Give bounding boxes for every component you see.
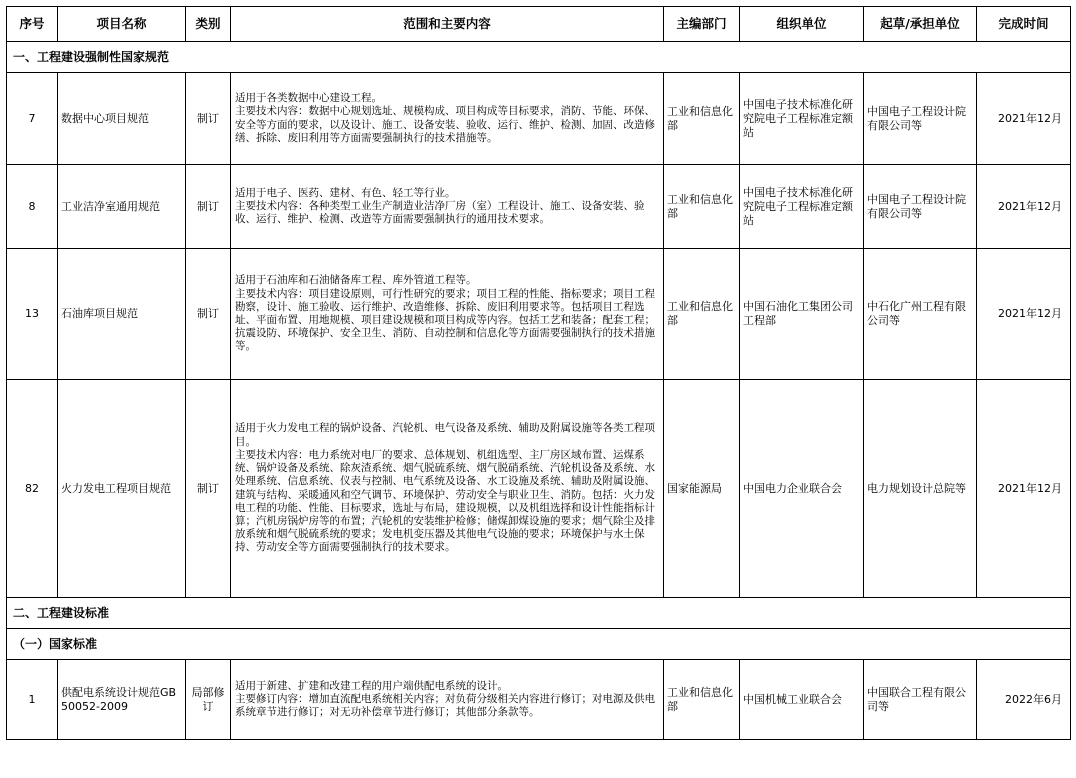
- section-row: [7, 598, 1071, 629]
- cell-scope: 适用于新建、扩建和改建工程的用户端供配电系统的设计。 主要修订内容：增加直流配电系统相关内容；对负荷分级相关内容进行修订；对电源及供电系统章节进行修订；对无功补偿章节进行修订；其他部分条款等。: [231, 660, 664, 740]
- header-no: 序号: [7, 7, 58, 42]
- header-drafter: 起草/承担单位: [864, 7, 977, 42]
- table-row: [7, 249, 1071, 380]
- cell-org: 中国电力企业联合会: [740, 380, 864, 598]
- cell-no: 8: [7, 165, 58, 249]
- cell-no: 82: [7, 380, 58, 598]
- table-row: [7, 380, 1071, 598]
- cell-no: 7: [7, 73, 58, 165]
- cell-time: 2021年12月: [977, 73, 1071, 165]
- cell-name: 石油库项目规范: [58, 249, 186, 380]
- cell-dept: 国家能源局: [664, 380, 740, 598]
- cell-scope: 适用于电子、医药、建材、有色、轻工等行业。 主要技术内容：各种类型工业生产制造业洁净厂房（室）工程设计、施工、设备安装、验收、运行、维护、检测、改造等方面需要强制执行的通用技术要求。: [231, 165, 664, 249]
- cell-org: 中国电子技术标准化研究院电子工程标准定额站: [740, 165, 864, 249]
- cell-org: 中国石油化工集团公司工程部: [740, 249, 864, 380]
- cell-name: 火力发电工程项目规范: [58, 380, 186, 598]
- table-row: [7, 165, 1071, 249]
- cell-type: 制订: [186, 165, 231, 249]
- header-name: 项目名称: [58, 7, 186, 42]
- cell-time: 2022年6月: [977, 660, 1071, 740]
- cell-type: 制订: [186, 73, 231, 165]
- header-type: 类别: [186, 7, 231, 42]
- cell-dept: 工业和信息化部: [664, 73, 740, 165]
- cell-name: 供配电系统设计规范GB50052-2009: [58, 660, 186, 740]
- table-row: [7, 660, 1071, 740]
- cell-org: 中国机械工业联合会: [740, 660, 864, 740]
- table-row: [7, 73, 1071, 165]
- cell-scope: 适用于石油库和石油储备库工程、库外管道工程等。 主要技术内容：项目建设原则，可行性研究的要求；项目工程的性能、指标要求；项目工程勘察，设计、施工验收、运行维护、改造维修、拆除、废旧利用要求等。包括项目工程选址、平面布置、用地规模、项目建设规模和项目构成等内容。包括工艺和装备；配套工程；抗震设防、环境保护、安全卫生、消防、自动控制和信息化等方面需要强制执行的技术措施等。: [231, 249, 664, 380]
- header-row: [7, 7, 1071, 42]
- cell-dept: 工业和信息化部: [664, 249, 740, 380]
- cell-scope: 适用于火力发电工程的锅炉设备、汽轮机、电气设备及系统、辅助及附属设施等各类工程项目。 主要技术内容：电力系统对电厂的要求、总体规划、机组选型、主厂房区域布置、运煤系统、锅炉设备及系统、除灰渣系统、烟气脱硫系统、烟气脱硝系统、汽轮机设备及系统、水处理系统、信息系统、仪表与控制、电气系统及设备、水工设施及系统、辅助及附属设施、建筑与结构、采暖通风和空气调节、环境保护、劳动安全与职业卫生、消防。包括：火力发电工程的功能、性能、目标要求，选址与布局，建设规模，以及机组选择和设计性能指标计算；汽机房锅炉房等的布置；汽轮机的安装维护检修；储煤卸煤设施的要求；烟气除尘及排放系统和烟气脱硫系统的要求；发电机变压器及其他电气设施的要求；环境保护与水土保持、劳动安全等方面需要强制执行的技术要求。: [231, 380, 664, 598]
- cell-name: 工业洁净室通用规范: [58, 165, 186, 249]
- cell-time: 2021年12月: [977, 380, 1071, 598]
- cell-type: 制订: [186, 380, 231, 598]
- cell-time: 2021年12月: [977, 165, 1071, 249]
- cell-drafter: 中石化广州工程有限公司等: [864, 249, 977, 380]
- section-row: [7, 42, 1071, 73]
- header-dept: 主编部门: [664, 7, 740, 42]
- cell-scope: 适用于各类数据中心建设工程。 主要技术内容：数据中心规划选址、规模构成、项目构成等目标要求，消防、节能、环保、安全等方面的要求，以及设计、施工、设备安装、验收、运行、维护、检测、加固、改造修缮、拆除、废旧利用等方面需要强制执行的技术措施等。: [231, 73, 664, 165]
- header-scope: 范围和主要内容: [231, 7, 664, 42]
- cell-dept: 工业和信息化部: [664, 165, 740, 249]
- header-org: 组织单位: [740, 7, 864, 42]
- cell-drafter: 中国电子工程设计院有限公司等: [864, 73, 977, 165]
- section-title: 一、工程建设强制性国家规范: [7, 42, 1071, 73]
- cell-type: 局部修订: [186, 660, 231, 740]
- cell-dept: 工业和信息化部: [664, 660, 740, 740]
- cell-no: 1: [7, 660, 58, 740]
- standards-table: [6, 6, 1071, 740]
- cell-time: 2021年12月: [977, 249, 1071, 380]
- header-time: 完成时间: [977, 7, 1071, 42]
- cell-drafter: 中国联合工程有限公司等: [864, 660, 977, 740]
- section-row: [7, 629, 1071, 660]
- cell-name: 数据中心项目规范: [58, 73, 186, 165]
- cell-org: 中国电子技术标准化研究院电子工程标准定额站: [740, 73, 864, 165]
- cell-drafter: 电力规划设计总院等: [864, 380, 977, 598]
- subsection-title: （一）国家标准: [7, 629, 1071, 660]
- cell-type: 制订: [186, 249, 231, 380]
- cell-no: 13: [7, 249, 58, 380]
- cell-drafter: 中国电子工程设计院有限公司等: [864, 165, 977, 249]
- section-title: 二、工程建设标准: [7, 598, 1071, 629]
